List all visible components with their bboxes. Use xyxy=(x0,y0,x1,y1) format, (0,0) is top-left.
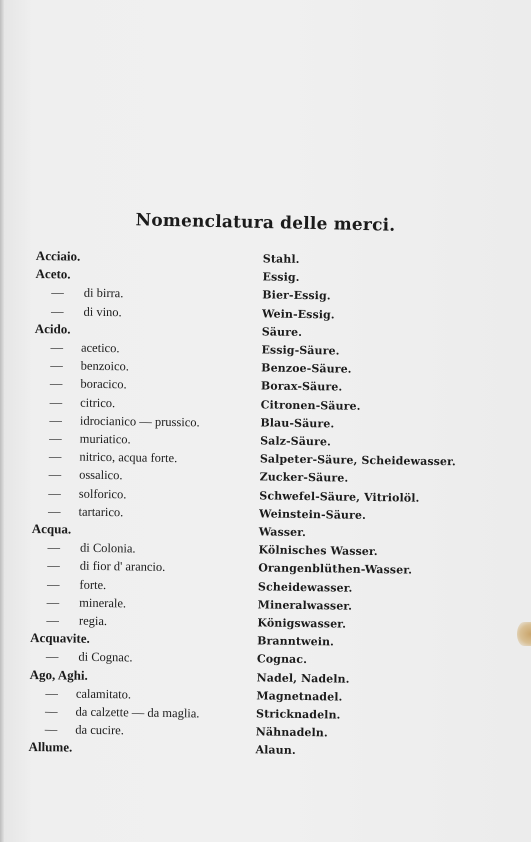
ditto-dash: — xyxy=(48,485,61,500)
german-term: Citronen-Säure. xyxy=(260,397,361,413)
ditto-dash: — xyxy=(49,431,62,446)
italian-term xyxy=(48,466,122,485)
italian-term-text: di Cognac. xyxy=(78,650,133,665)
italian-term-text: forte. xyxy=(79,577,107,592)
italian-term-text: calamitato. xyxy=(75,686,132,702)
italian-term xyxy=(45,684,131,703)
italian-term-text: di fior d' arancio. xyxy=(79,559,166,575)
ditto-dash: — xyxy=(51,285,64,300)
german-term: Salz-Säure. xyxy=(260,434,332,449)
german-term: Königswasser. xyxy=(257,616,347,631)
german-term: Benzoe-Säure. xyxy=(261,361,352,376)
nomenclature-list xyxy=(0,246,531,774)
italian-term-text: citrico. xyxy=(80,395,116,410)
ditto-dash: — xyxy=(50,340,64,355)
german-term: Nähnadeln. xyxy=(255,725,328,740)
italian-term xyxy=(47,557,165,577)
german-term: Essig-Säure. xyxy=(261,343,340,358)
ditto-dash: — xyxy=(50,303,64,319)
italian-term xyxy=(51,302,122,321)
italian-term-text: acetico. xyxy=(80,340,120,356)
german-term: Kölnisches Wasser. xyxy=(258,543,378,559)
italian-term xyxy=(49,429,131,448)
german-term: Cognac. xyxy=(256,652,308,667)
german-term: Nadel, Nadeln. xyxy=(256,670,350,686)
italian-term-text: minerale. xyxy=(79,595,127,611)
ditto-dash: — xyxy=(50,358,63,373)
italian-term: Acquavite. xyxy=(30,630,90,647)
german-term: Orangenblüthen-Wasser. xyxy=(258,561,413,578)
italian-term xyxy=(49,447,178,467)
italian-term xyxy=(46,648,133,667)
german-term: Essig. xyxy=(262,270,300,285)
german-term: Stahl. xyxy=(262,252,300,266)
italian-term xyxy=(46,611,107,630)
german-term: Stricknadeln. xyxy=(256,707,341,722)
german-term: Wasser. xyxy=(258,525,307,540)
ditto-dash: — xyxy=(46,594,60,610)
italian-term xyxy=(45,720,124,739)
german-term: Blau-Säure. xyxy=(260,416,335,431)
ditto-dash: — xyxy=(46,576,60,591)
ditto-dash: — xyxy=(47,558,60,573)
italian-term xyxy=(51,284,123,303)
italian-term xyxy=(50,375,127,394)
page-title: Nomenclatura delle merci. xyxy=(135,210,396,236)
ditto-dash: — xyxy=(49,394,63,409)
italian-term-text: da calzette — da maglia. xyxy=(75,704,200,721)
italian-term xyxy=(50,356,129,375)
italian-term xyxy=(50,393,116,412)
italian-term-text: muriatico. xyxy=(79,431,131,447)
german-term: Säure. xyxy=(261,325,303,339)
german-term: Mineralwasser. xyxy=(257,598,353,613)
italian-term xyxy=(47,575,106,594)
german-term: Borax-Säure. xyxy=(260,379,343,394)
ditto-dash: — xyxy=(45,704,58,719)
ditto-dash: — xyxy=(46,613,60,628)
german-term: Wein-Essig. xyxy=(261,306,335,322)
german-term: Alaun. xyxy=(255,743,296,758)
italian-term: Ago, Aghi. xyxy=(29,666,88,683)
ditto-dash: — xyxy=(44,722,58,737)
ditto-dash: — xyxy=(45,649,59,664)
german-term: Bier-Essig. xyxy=(262,288,331,303)
italian-term: Aceto. xyxy=(35,266,71,282)
italian-term: Acido. xyxy=(34,320,71,337)
ditto-dash: — xyxy=(47,540,61,555)
german-term: Zucker-Säure. xyxy=(259,470,349,486)
italian-term-text: da cucire. xyxy=(75,722,125,738)
german-term: Branntwein. xyxy=(257,634,335,649)
italian-term-text: solforico. xyxy=(78,486,127,501)
italian-term-text: di vino. xyxy=(83,304,122,319)
ditto-dash: — xyxy=(48,449,62,464)
ditto-dash: — xyxy=(47,504,61,519)
italian-term-text: boracico. xyxy=(80,377,127,392)
ditto-dash: — xyxy=(49,413,63,428)
german-term: Schwefel-Säure, Vitriolöl. xyxy=(259,488,420,505)
german-term: Salpeter-Säure, Scheidewasser. xyxy=(259,452,456,469)
italian-term xyxy=(47,593,127,612)
ditto-dash: — xyxy=(45,685,58,701)
italian-term-text: di Colonia. xyxy=(79,540,136,556)
italian-term xyxy=(45,702,200,722)
italian-term: Allume. xyxy=(28,739,73,755)
italian-term xyxy=(50,338,119,357)
italian-term-text: di birra. xyxy=(83,286,124,301)
italian-term-text: benzoico. xyxy=(80,358,130,374)
italian-term-text: tartarico. xyxy=(78,504,124,520)
italian-term-text: nitrico, acqua forte. xyxy=(79,449,178,466)
italian-term: Acciaio. xyxy=(35,247,81,264)
german-term: Scheidewasser. xyxy=(257,579,353,595)
italian-term xyxy=(48,502,124,521)
italian-term: Acqua. xyxy=(31,520,72,537)
german-term: Magnetnadel. xyxy=(256,689,343,704)
german-term: Weinstein-Säure. xyxy=(258,507,367,522)
italian-term xyxy=(49,411,200,431)
italian-term-text: idrocianico — prussico. xyxy=(79,413,200,430)
italian-term-text: regia. xyxy=(78,613,108,629)
italian-term xyxy=(47,538,135,557)
italian-term-text: ossalico. xyxy=(79,468,123,483)
ditto-dash: — xyxy=(49,376,63,391)
italian-term xyxy=(48,484,126,503)
ditto-dash: — xyxy=(48,467,62,482)
